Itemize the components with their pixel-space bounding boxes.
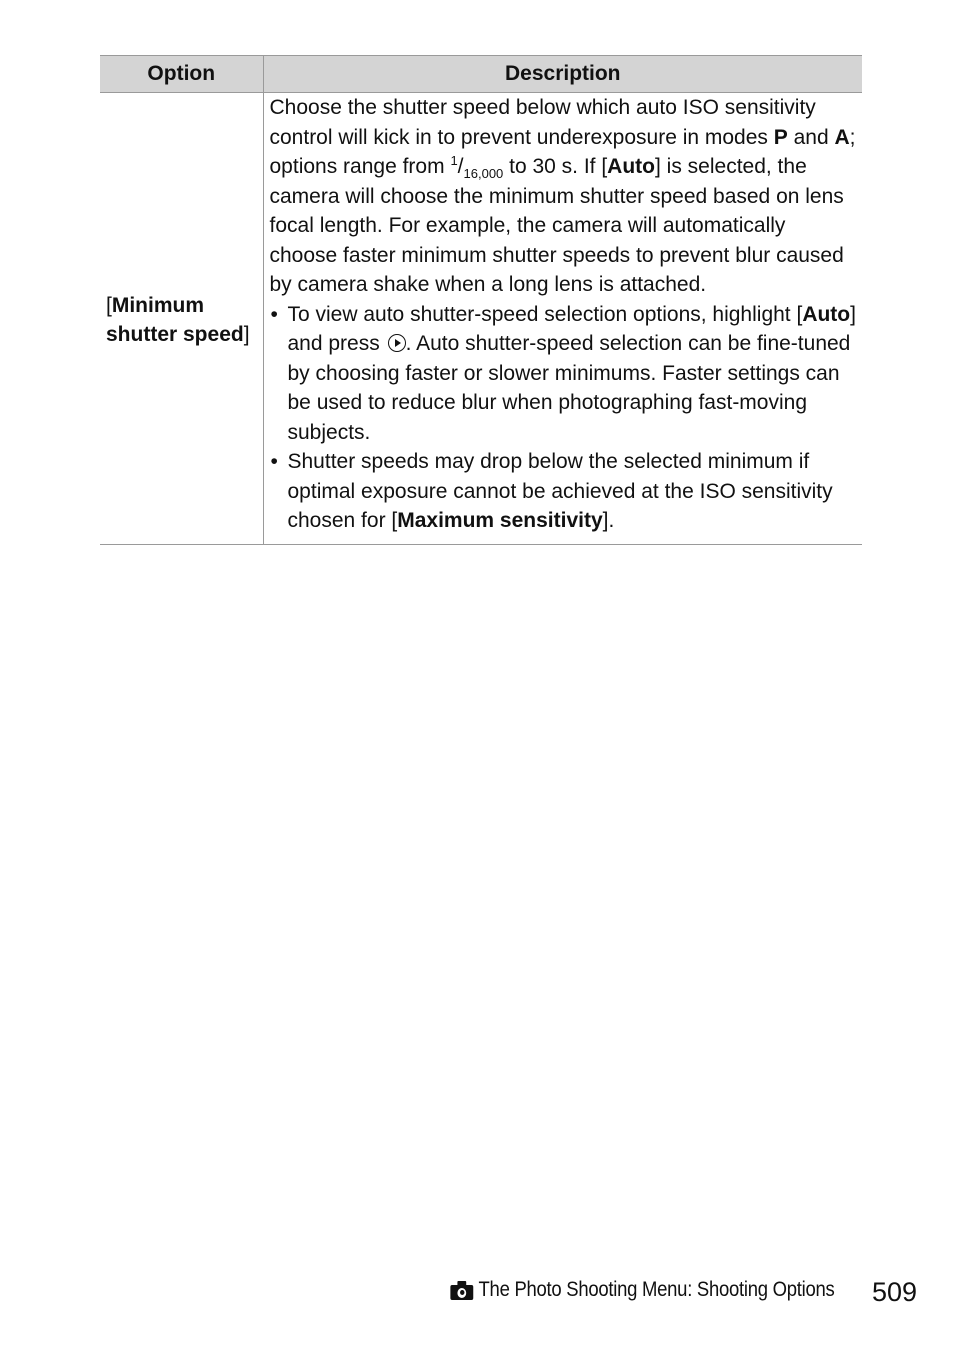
header-description: Description — [263, 56, 862, 93]
camera-icon — [450, 1281, 473, 1300]
options-table — [100, 55, 862, 545]
list-item: • Shutter speeds may drop below the selected minimum if optimal exposure cannot be achieved at the ISO sensitivity chosen for [Maximum sensitivity]. — [270, 447, 857, 536]
table-header-row — [100, 56, 862, 93]
option-label: Minimum shutter speed — [106, 293, 244, 347]
list-item: • To view auto shutter-speed selection options, highlight [Auto] and press . Auto shutter-speed selection can be fine-tuned by choosing faster or slower minimums. Faster settings can be used to reduce blur when photographing fast-moving subjects. — [270, 300, 857, 448]
page-footer — [450, 1278, 834, 1302]
table-row — [100, 93, 862, 545]
page-number: 509 — [872, 1277, 918, 1307]
footer-section-title: The Photo Shooting Menu: Shooting Options — [478, 1278, 834, 1301]
description-bullets — [270, 300, 857, 536]
option-cell: [Minimum shutter speed] — [100, 93, 263, 545]
header-option: Option — [100, 56, 263, 93]
description-paragraph: Choose the shutter speed below which auto ISO sensitivity control will kick in to prevent underexposure in modes P and A; options range from $^1/_{16,000}$ to 30 s. If [Auto] is selected, the camera will choose the minimum shutter speed based on lens focal length. For example, the camera will automatically choose faster minimum shutter speeds to prevent blur caused by camera shake when a long lens is attached. — [269, 96, 856, 296]
multi-selector-right-icon — [388, 334, 406, 352]
description-cell — [263, 93, 862, 545]
